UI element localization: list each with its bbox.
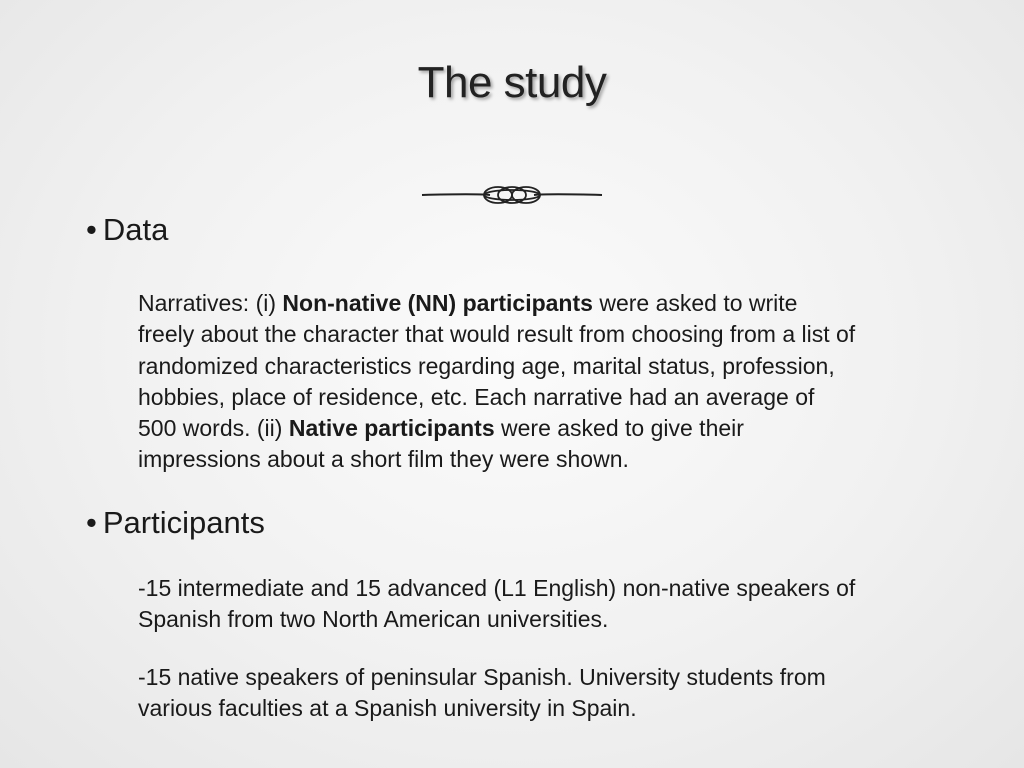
participants-paragraph-native [138,662,958,725]
text-run: were asked to write [592,290,798,316]
bullet-dot: • [86,505,97,540]
paragraph-line [138,444,958,475]
paragraph-line: Spanish from two North American universities. [138,606,609,633]
paragraph-line: -15 intermediate and 15 advanced (L1 English) non-native speakers of [138,575,856,601]
paragraph-line [138,319,958,350]
bullet-participants [86,505,265,541]
text-run: 500 words. (ii) [138,415,289,442]
data-paragraph [138,288,958,476]
paragraph-line [138,413,958,444]
bold-text-run: Non-native (NN) participants [282,290,593,316]
bullet-heading: Participants [102,505,265,540]
paragraph-line [138,382,958,413]
text-run: impressions about a short film they were shown. [138,446,629,473]
text-run: randomized characteristics regarding age, marital status, profession, [138,352,835,379]
bullet-heading: Data [102,212,169,247]
paragraph-line: various faculties at a Spanish university in Spain. [138,695,637,722]
paragraph-line [138,351,958,382]
bullet-data [86,212,168,248]
paragraph-line [138,288,958,319]
paragraph-line: -15 native speakers of peninsular Spanish. University students from [138,664,826,690]
text-run: freely about the character that would result from choosing from a list of [138,321,856,348]
text-run: Narratives: (i) [138,290,283,316]
bullet-dot: • [86,212,97,247]
text-run: were asked to give their [494,415,744,442]
text-run: hobbies, place of residence, etc. Each narrative had an average of [138,383,815,410]
bold-text-run: Native participants [288,415,495,442]
participants-paragraph-nonnative [138,573,958,636]
slide-title: The study [417,58,607,107]
divider-ornament-icon [420,180,604,210]
